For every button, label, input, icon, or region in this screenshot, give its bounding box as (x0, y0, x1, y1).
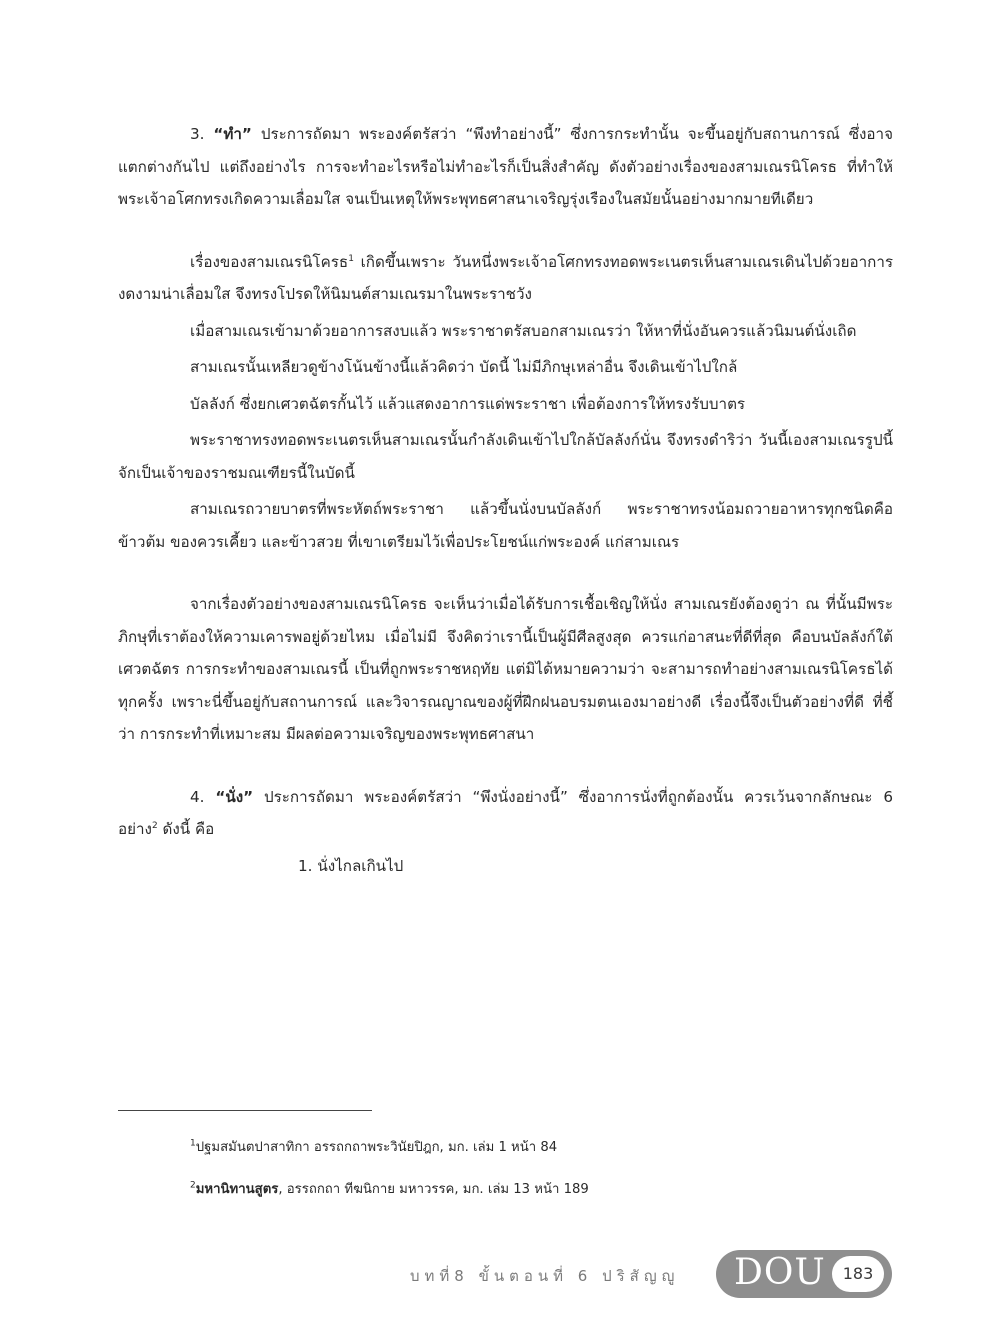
paragraph-3-act: 3. “ทำ” ประการถัดมา พระองค์ตรัสว่า “พึงทำอย่างนี้” ซึ่งการกระทำนั้น จะขึ้นอยู่กับสถานการณ์ ซึ่งอาจแตกต่างกันไป แต่ถึงอย่างไร การจะทำอะไรหรือไม่ทำอะไรก็เป็นสิ่งสำคัญ ดังตัวอย่างเรื่องของสามเณรนิโครธ ที่ทำให้พระเจ้าอโศกทรงเกิดความเลื่อมใส จนเป็นเหตุให้พระพุทธศาสนาเจริญรุ่งเรืองในสมัยนั้นอย่างมากมายทีเดียว (118, 125, 893, 208)
footnote-ref-2: 2 (151, 820, 158, 831)
dou-logo-badge (716, 1250, 892, 1298)
list-item: 1. นั่งไกลเกินไป (298, 856, 404, 875)
paragraph-story-2: เมื่อสามเณรเข้ามาด้วยอาการสงบแล้ว พระราชาตรัสบอกสามเณรว่า ให้หาที่นั่งอันควรแล้วนิมนต์นั่งเถิด (190, 321, 857, 340)
paragraph-story-intro: เรื่องของสามเณรนิโครธ$^1$ เกิดขึ้นเพราะ วันหนึ่งพระเจ้าอโศกทรงทอดพระเนตรเห็นสามเณรเดินไปด้วยอาการงดงามน่าเลื่อมใส จึงทรงโปรดให้นิมนต์สามเณรมาในพระราชวัง (118, 252, 893, 303)
footnote-ref-1: 1 (348, 253, 354, 264)
footnote-2: $^2$มหานิทานสูตร, อรรถกถา ทีฆนิกาย มหาวรรค, มก. เล่ม 13 หน้า 189 (190, 1180, 589, 1197)
paragraph-story-5: พระราชาทรงทอดพระเนตรเห็นสามเณรนั้นกำลังเดินเข้าไปใกล้บัลลังก์นั่น จึงทรงดำริว่า วันนี้เองสามเณรรูปนี้จักเป็นเจ้าของราชมณเฑียรนี้ในบัดนี้ (118, 431, 893, 482)
term-sit: “นั่ง” (215, 787, 254, 806)
page-footer (400, 1250, 900, 1300)
footnotes (190, 1138, 890, 1222)
paragraph-story-4: บัลลังก์ ซึ่งยกเศวตฉัตรกั้นไว้ แล้วแสดงอาการแด่พระราชา เพื่อต้องการให้ทรงรับบาตร (190, 394, 746, 413)
term-act: “ทำ” (213, 125, 252, 143)
paragraph-story-lesson: จากเรื่องตัวอย่างของสามเณรนิโครธ จะเห็นว่าเมื่อได้รับการเชื้อเชิญให้นั่ง สามเณรยังต้องดูว่า ณ ที่นั้นมีพระภิกษุที่เราต้องให้ความเคารพอยู่ด้วยไหม เมื่อไม่มี จึงคิดว่าเรานี้เป็นผู้มีศีลสูงสุด ควรแก่อาสนะที่ดีที่สุด คือบนบัลลังก์ใต้เศวตฉัตร การกระทำของสามเณรนี้ เป็นที่ถูกพระราชหฤทัย แต่มิได้หมายความว่า จะสามารถทำอย่างสามเณรนิโครธได้ทุกครั้ง เพราะนี่ขึ้นอยู่กับสถานการณ์ และวิจารณญาณของผู้ที่ฝึกฝนอบรมตนเองมาอย่างดี เรื่องนี้จึงเป็นตัวอย่างที่ดี ที่ชี้ว่า การกระทำที่เหมาะสม มีผลต่อความเจริญของพระพุทธศาสนา (118, 595, 893, 743)
dou-logo: DOU (734, 1252, 826, 1293)
paragraph-story-6: สามเณรถวายบาตรที่พระหัตถ์พระราชา แล้วขึ้นนั่งบนบัลลังก์ พระราชาทรงน้อมถวายอาหารทุกชนิดคือข้าวต้ม ของควรเคี้ยว และข้าวสวย ที่เขาเตรียมไว้เพื่อประโยชน์แก่พระองค์ แก่สามเณร (118, 500, 893, 551)
page-number: 183 (832, 1256, 884, 1292)
chapter-label: บทที่8 ขั้นตอนที่ 6 ปริสัญญู (410, 1267, 680, 1285)
footnote-divider (118, 1110, 372, 1111)
paragraph-story-3: สามเณรนั้นเหลียวดูข้างโน้นข้างนี้แล้วคิดว่า บัดนี้ ไม่มีภิกษุเหล่าอื่น จึงเดินเข้าไปใกล้ (190, 358, 738, 376)
paragraph-4-sit: 4. “นั่ง” ประการถัดมา พระองค์ตรัสว่า “พึงนั่งอย่างนี้” ซึ่งอาการนั่งที่ถูกต้องนั้น ควรเว้นจากลักษณะ 6 อย่าง$^2$ ดังนี้ คือ (118, 787, 893, 838)
footnote-1: $^1$ปฐมสมันตปาสาทิกา อรรถกถาพระวินัยปิฎก, มก. เล่ม 1 หน้า 84 (190, 1138, 558, 1155)
main-text (118, 118, 893, 882)
